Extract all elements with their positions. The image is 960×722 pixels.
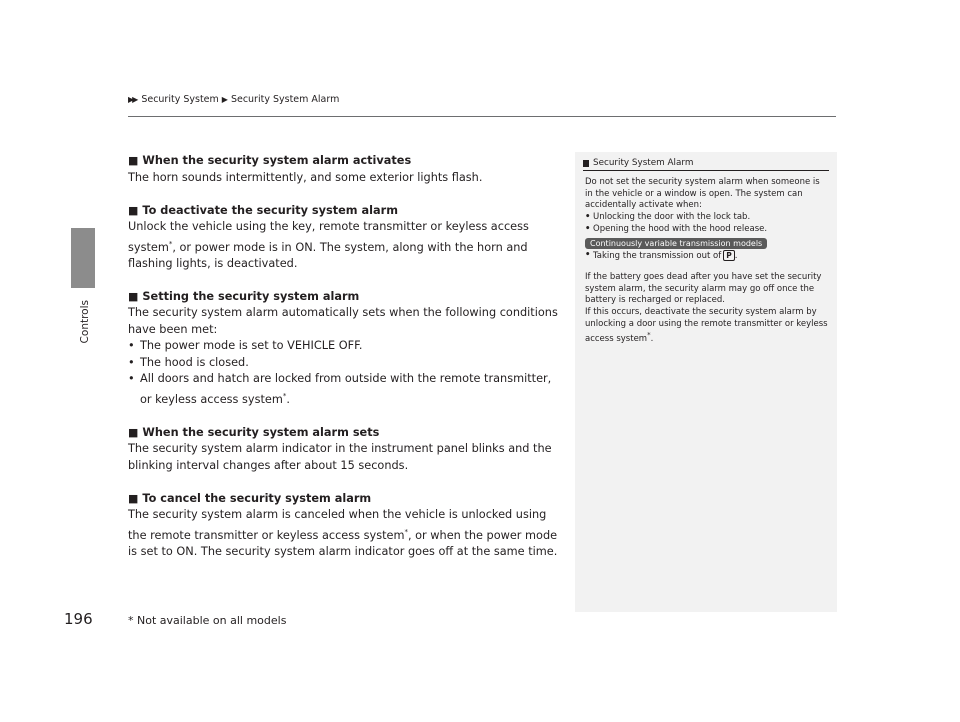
conditions-list xyxy=(128,338,558,408)
breadcrumb xyxy=(128,94,339,105)
list-item: • All doors and hatch are locked from outside with the remote transmitter, or keyless access system*. xyxy=(128,371,558,408)
square-bullet-icon: ■ xyxy=(128,154,139,167)
footnote-mark: * xyxy=(404,527,408,536)
sidebar-body xyxy=(585,177,829,346)
square-bullet-icon: ■ xyxy=(128,425,139,439)
sidebar-title: Security System Alarm xyxy=(583,158,829,171)
footnote-mark: * xyxy=(168,239,173,248)
section-heading: ■ To cancel the security system alarm xyxy=(128,491,558,508)
sidebar-intro: Do not set the security system alarm when someone is in the vehicle or a window is open. The system can accidentally activate when: xyxy=(585,177,820,211)
breadcrumb-arrow-icon: ▶▶ xyxy=(128,95,137,104)
chapter-tab-marker xyxy=(71,228,95,288)
list-item: • Unlocking the door with the lock tab. xyxy=(585,212,829,224)
footnote-mark: * xyxy=(647,331,651,340)
note-flag-icon xyxy=(583,160,589,167)
header-divider xyxy=(128,116,836,117)
footnote: * Not available on all models xyxy=(128,614,287,627)
list-item: • The power mode is set to VEHICLE OFF. xyxy=(128,338,558,355)
section-text: The security system alarm indicator in the instrument panel blinks and the blinking interval changes after about 15 seconds. xyxy=(128,442,552,472)
square-bullet-icon: ■ xyxy=(128,491,139,505)
park-gear-icon: P xyxy=(723,250,735,261)
sidebar-note xyxy=(575,152,837,612)
breadcrumb-page[interactable]: Security System Alarm xyxy=(230,94,340,105)
model-badge: Continuously variable transmission models xyxy=(585,238,767,249)
breadcrumb-section[interactable]: Security System xyxy=(141,94,219,105)
list-item: • Taking the transmission out of P . xyxy=(585,250,829,263)
footnote-mark: * xyxy=(282,391,287,400)
sidebar-list xyxy=(585,250,829,263)
main-content xyxy=(128,153,558,560)
section-text: The security system alarm is canceled when the vehicle is unlocked using the remote transmitter or keyless access system*, or when the power mode is set to ON. The security system alarm indicator goes off at the same time. xyxy=(128,508,558,558)
section-heading: ■ Setting the security system alarm xyxy=(128,289,558,306)
square-bullet-icon: ■ xyxy=(128,203,139,217)
chapter-tab-label: Controls xyxy=(79,300,91,344)
section-text: The security system alarm automatically sets when the following conditions have been met: xyxy=(128,306,558,336)
section-text: Unlock the vehicle using the key, remote transmitter or keyless access system*, or power mode is in ON. The system, along with the horn and flashing lights, is deactivated. xyxy=(128,220,529,270)
breadcrumb-arrow-icon: ▶ xyxy=(221,95,226,104)
section-heading: ■ When the security system alarm sets xyxy=(128,425,558,442)
battery-note: If the battery goes dead after you have set the security system alarm, the security alarm may go off once the battery is recharged or replaced. xyxy=(585,271,822,306)
section-heading: ■ When the security system alarm activates xyxy=(128,153,558,170)
deactivate-note: If this occurs, deactivate the security system alarm by unlocking a door using the remote transmitter or keyless access system*. xyxy=(585,307,828,345)
list-item: • Opening the hood with the hood release. xyxy=(585,224,829,236)
list-item: • The hood is closed. xyxy=(128,355,558,372)
sidebar-list xyxy=(585,212,829,235)
square-bullet-icon: ■ xyxy=(128,289,139,303)
section-text: The horn sounds intermittently, and some exterior lights flash. xyxy=(128,170,483,184)
page-number: 196 xyxy=(64,610,93,628)
section-heading: ■ To deactivate the security system alarm xyxy=(128,203,558,220)
